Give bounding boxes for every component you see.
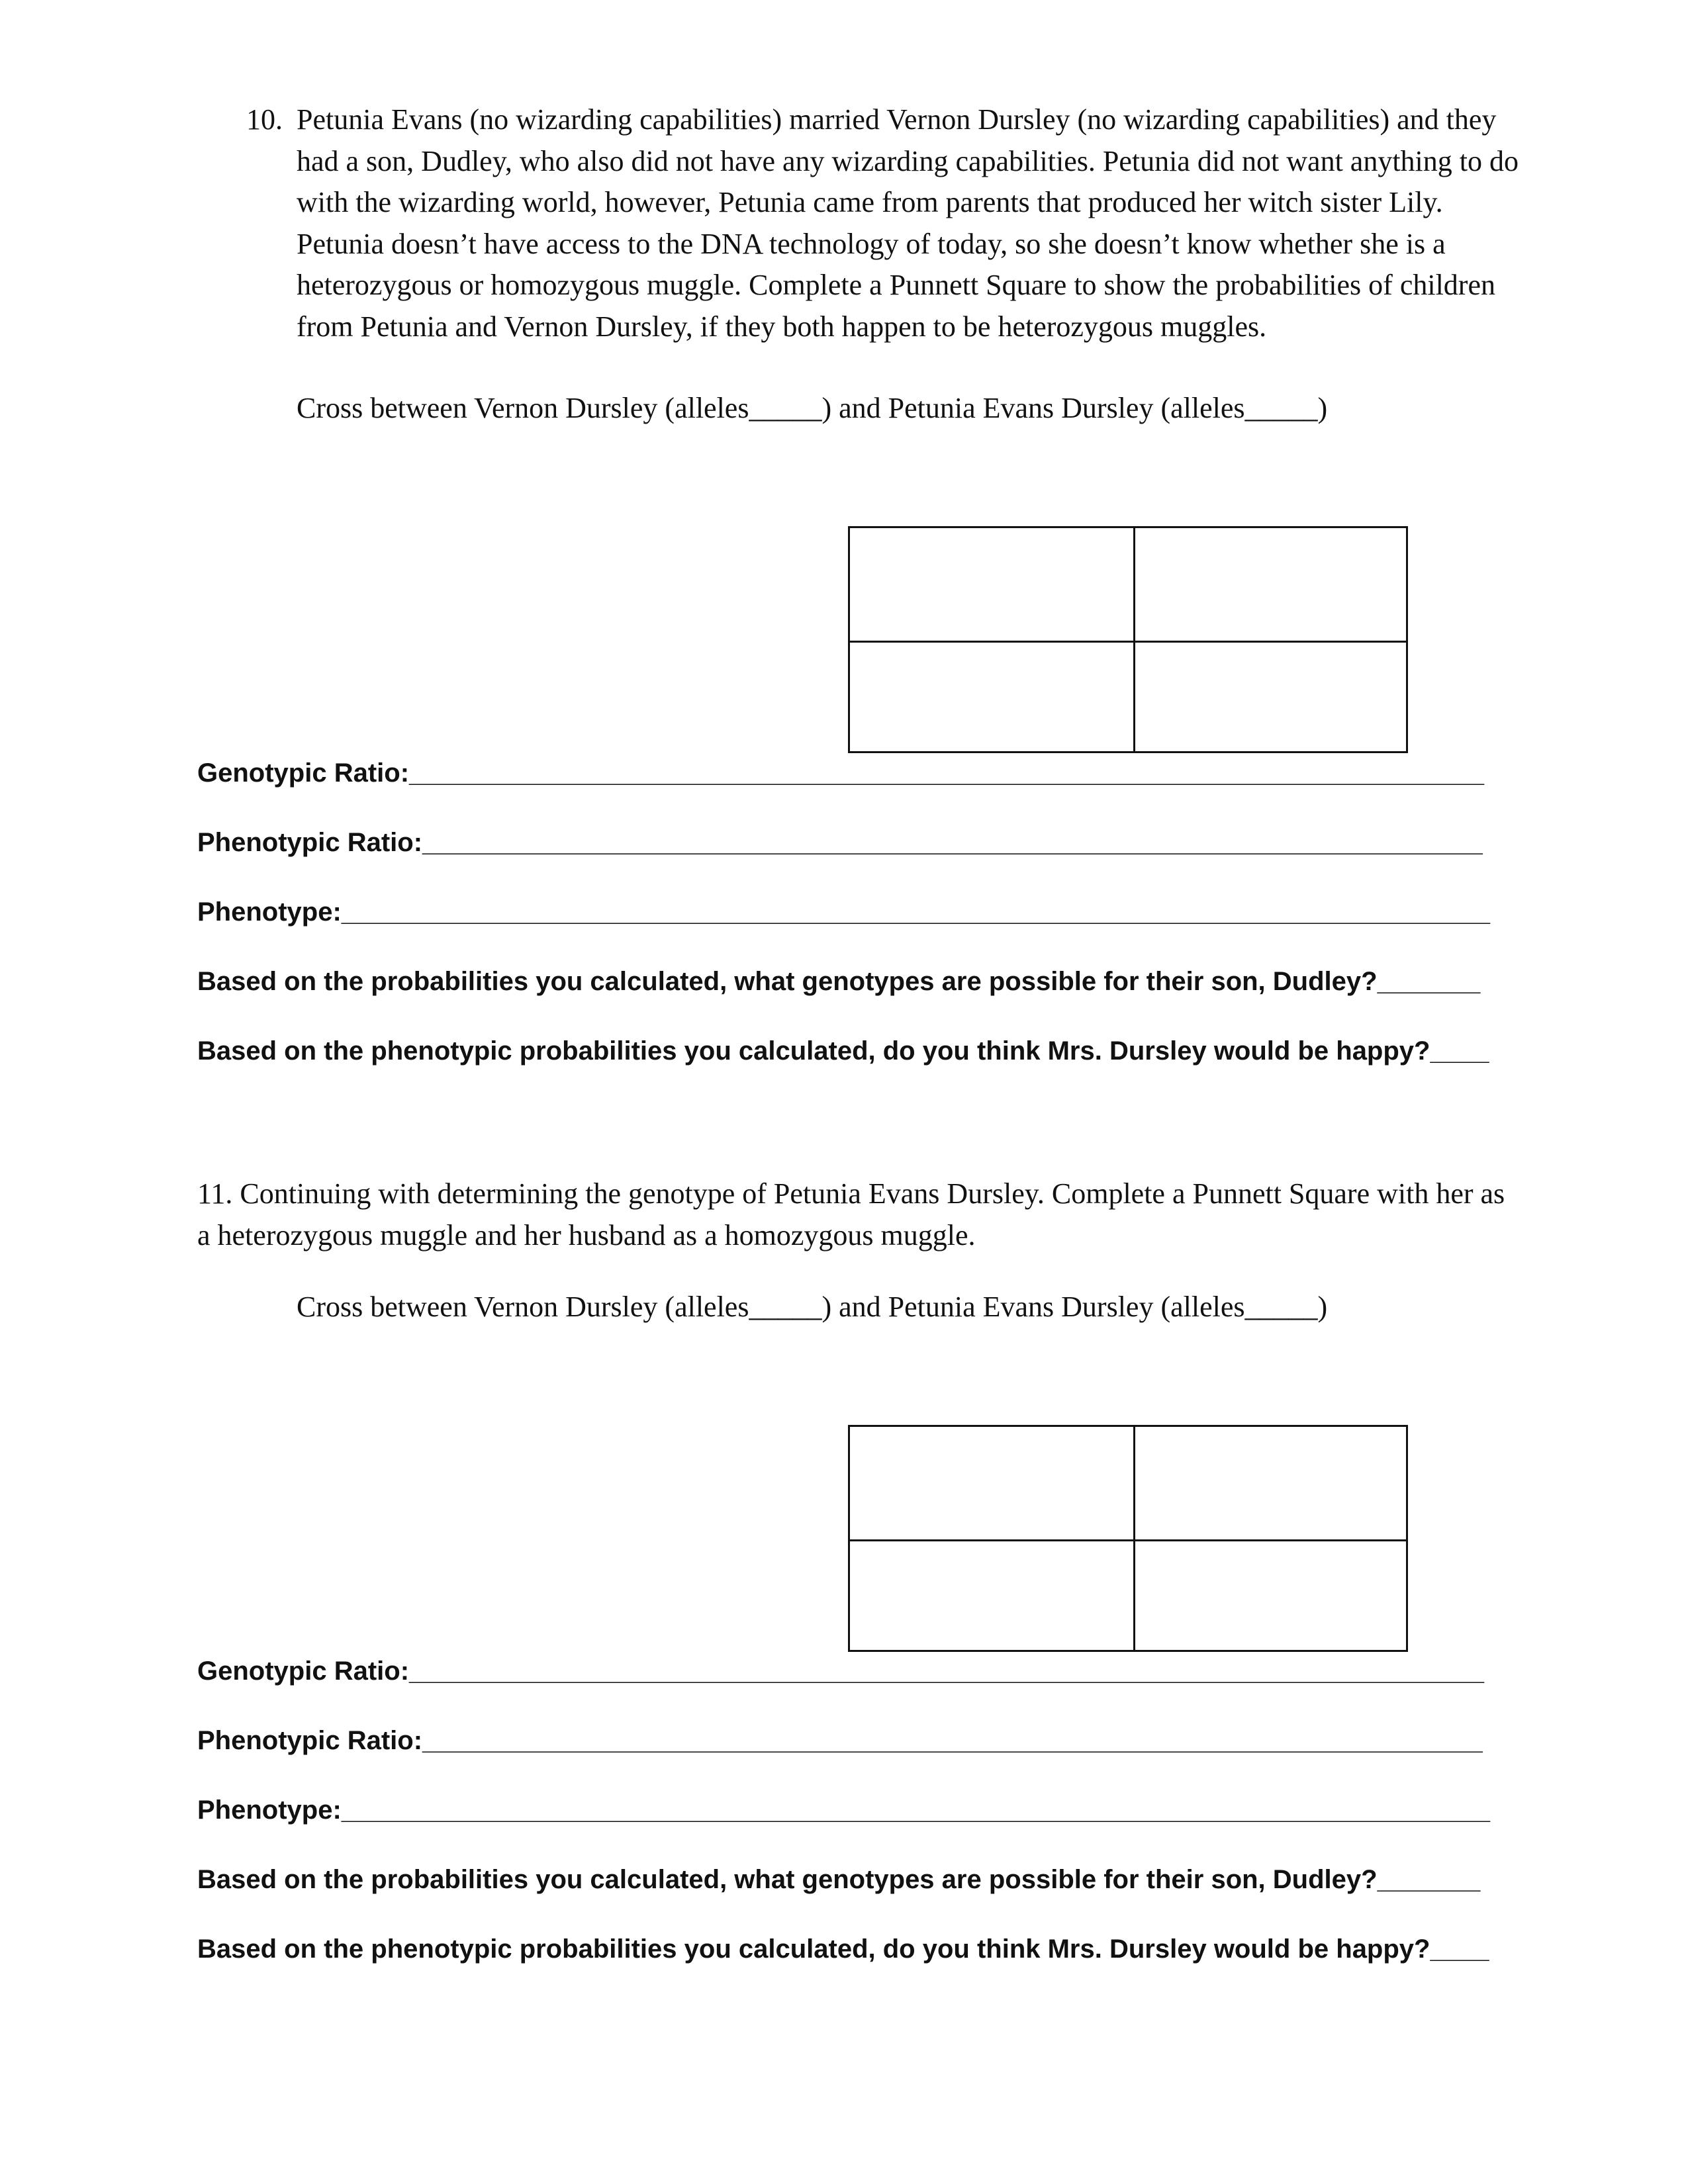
question-10-line: heterozygous or homozygous muggle. Complete a Punnett Square to show the probabilities of children — [297, 269, 1495, 301]
q10-phenotypic-ratio-row[interactable] — [197, 828, 1483, 858]
question-10-line: with the wizarding world, however, Petunia came from parents that produced her witch sister Lily. — [297, 186, 1443, 218]
question-10-cross-line[interactable]: Cross between Vernon Dursley (alleles_____) and Petunia Evans Dursley (alleles_____) — [297, 392, 1328, 424]
genotypic-ratio-blank[interactable]: _________________________________________________________________________ — [409, 758, 1484, 788]
phenotypic-ratio-blank[interactable]: ________________________________________________________________________ — [422, 828, 1483, 857]
punnett-cell[interactable] — [850, 1541, 1133, 1650]
punnett-cell[interactable] — [1135, 528, 1406, 641]
q10-genotypic-ratio-row[interactable] — [197, 758, 1484, 788]
question-10-number: 10. — [246, 103, 283, 136]
genotypic-ratio-blank[interactable]: _________________________________________________________________________ — [409, 1657, 1484, 1686]
phenotype-label: Phenotype: — [197, 897, 342, 927]
q10-genotypes-question[interactable]: Based on the probabilities you calculated, what genotypes are possible for their son, Dudley?_______ — [197, 967, 1481, 996]
q11-phenotype-row[interactable] — [197, 1796, 1490, 1825]
question-10-punnett-square — [848, 526, 1408, 753]
q11-phenotypic-ratio-row[interactable] — [197, 1726, 1483, 1756]
phenotypic-ratio-label: Phenotypic Ratio: — [197, 1726, 423, 1755]
question-11-line: a heterozygous muggle and her husband as a homozygous muggle. — [197, 1218, 976, 1251]
phenotype-label: Phenotype: — [197, 1796, 342, 1825]
question-10-line: Petunia doesn’t have access to the DNA technology of today, so she doesn’t know whether she is a — [297, 227, 1446, 260]
q11-happy-question[interactable]: Based on the phenotypic probabilities you calculated, do you think Mrs. Dursley would be happy?____ — [197, 1934, 1489, 1964]
question-10-line: had a son, Dudley, who also did not have any wizarding capabilities. Petunia did not want anything to do — [297, 144, 1519, 177]
genotypic-ratio-label: Genotypic Ratio: — [197, 758, 410, 788]
phenotype-blank[interactable]: ______________________________________________________________________________ — [341, 1796, 1490, 1825]
q10-happy-question[interactable]: Based on the phenotypic probabilities you calculated, do you think Mrs. Dursley would be happy?____ — [197, 1036, 1489, 1066]
question-10-line: Petunia Evans (no wizarding capabilities) married Vernon Dursley (no wizarding capabilities) and they — [297, 103, 1497, 136]
punnett-cell[interactable] — [1135, 1427, 1406, 1539]
punnett-cell[interactable] — [1135, 1541, 1406, 1650]
q10-phenotype-row[interactable] — [197, 897, 1490, 927]
phenotype-blank[interactable]: ______________________________________________________________________________ — [341, 897, 1490, 927]
punnett-cell[interactable] — [850, 528, 1133, 641]
question-11-punnett-square — [848, 1425, 1408, 1652]
phenotypic-ratio-label: Phenotypic Ratio: — [197, 828, 423, 857]
question-11-line: 11. Continuing with determining the genotype of Petunia Evans Dursley. Complete a Punnett Square with her as — [197, 1177, 1505, 1210]
q11-genotypes-question[interactable]: Based on the probabilities you calculated, what genotypes are possible for their son, Dudley?_______ — [197, 1865, 1481, 1894]
punnett-cell[interactable] — [850, 643, 1133, 751]
question-10-text — [297, 99, 1519, 347]
q11-genotypic-ratio-row[interactable] — [197, 1657, 1484, 1686]
genotypic-ratio-label: Genotypic Ratio: — [197, 1657, 410, 1686]
phenotypic-ratio-blank[interactable]: ________________________________________________________________________ — [422, 1726, 1483, 1755]
question-11-text — [197, 1173, 1505, 1256]
punnett-cell[interactable] — [1135, 643, 1406, 751]
punnett-cell[interactable] — [850, 1427, 1133, 1539]
question-11-cross-line[interactable]: Cross between Vernon Dursley (alleles_____) and Petunia Evans Dursley (alleles_____) — [297, 1291, 1328, 1323]
question-10-line: from Petunia and Vernon Dursley, if they both happen to be heterozygous muggles. — [297, 310, 1267, 343]
